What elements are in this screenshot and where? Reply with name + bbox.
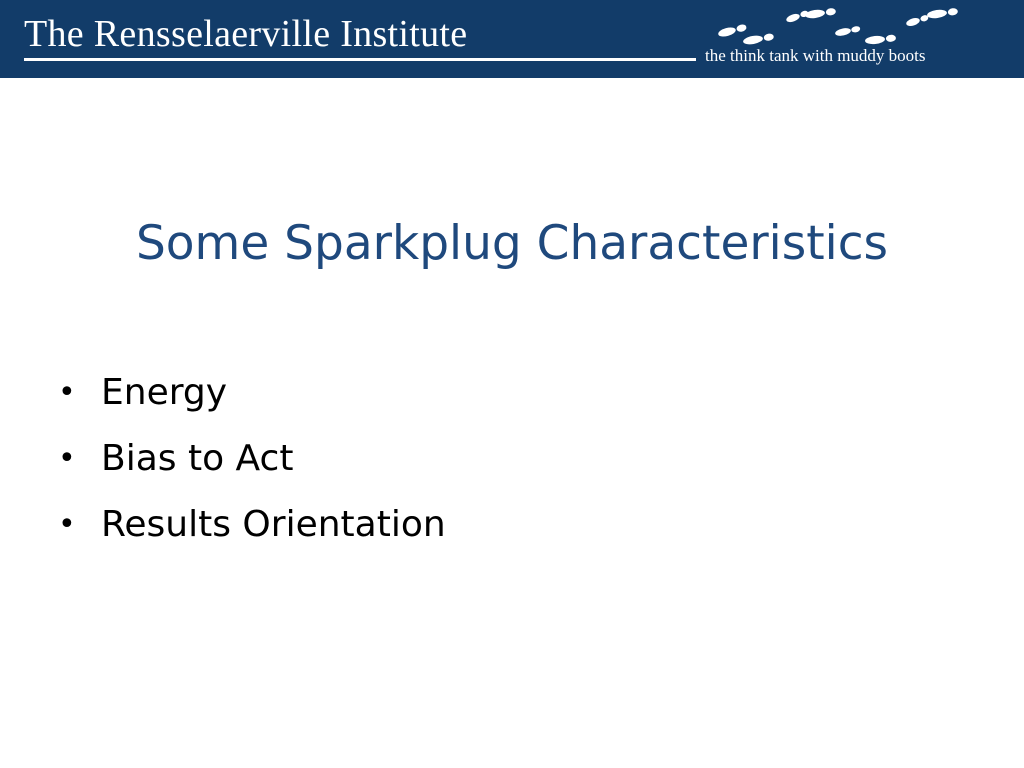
- bullet-text: Energy: [101, 372, 228, 413]
- bullet-text: Bias to Act: [101, 438, 294, 479]
- muddy-bootprints-icon: [715, 4, 975, 46]
- bullet-dot: •: [58, 507, 76, 542]
- bullet-dot: •: [58, 375, 76, 410]
- header-banner: [0, 0, 1024, 78]
- slide-title: Some Sparkplug Characteristics: [135, 216, 889, 271]
- banner-underline: [24, 58, 696, 61]
- bullet-text: Results Orientation: [101, 504, 446, 545]
- bullet-dot: •: [58, 441, 76, 476]
- tagline: the think tank with muddy boots: [705, 46, 926, 65]
- organization-name: The Rensselaerville Institute: [24, 13, 468, 55]
